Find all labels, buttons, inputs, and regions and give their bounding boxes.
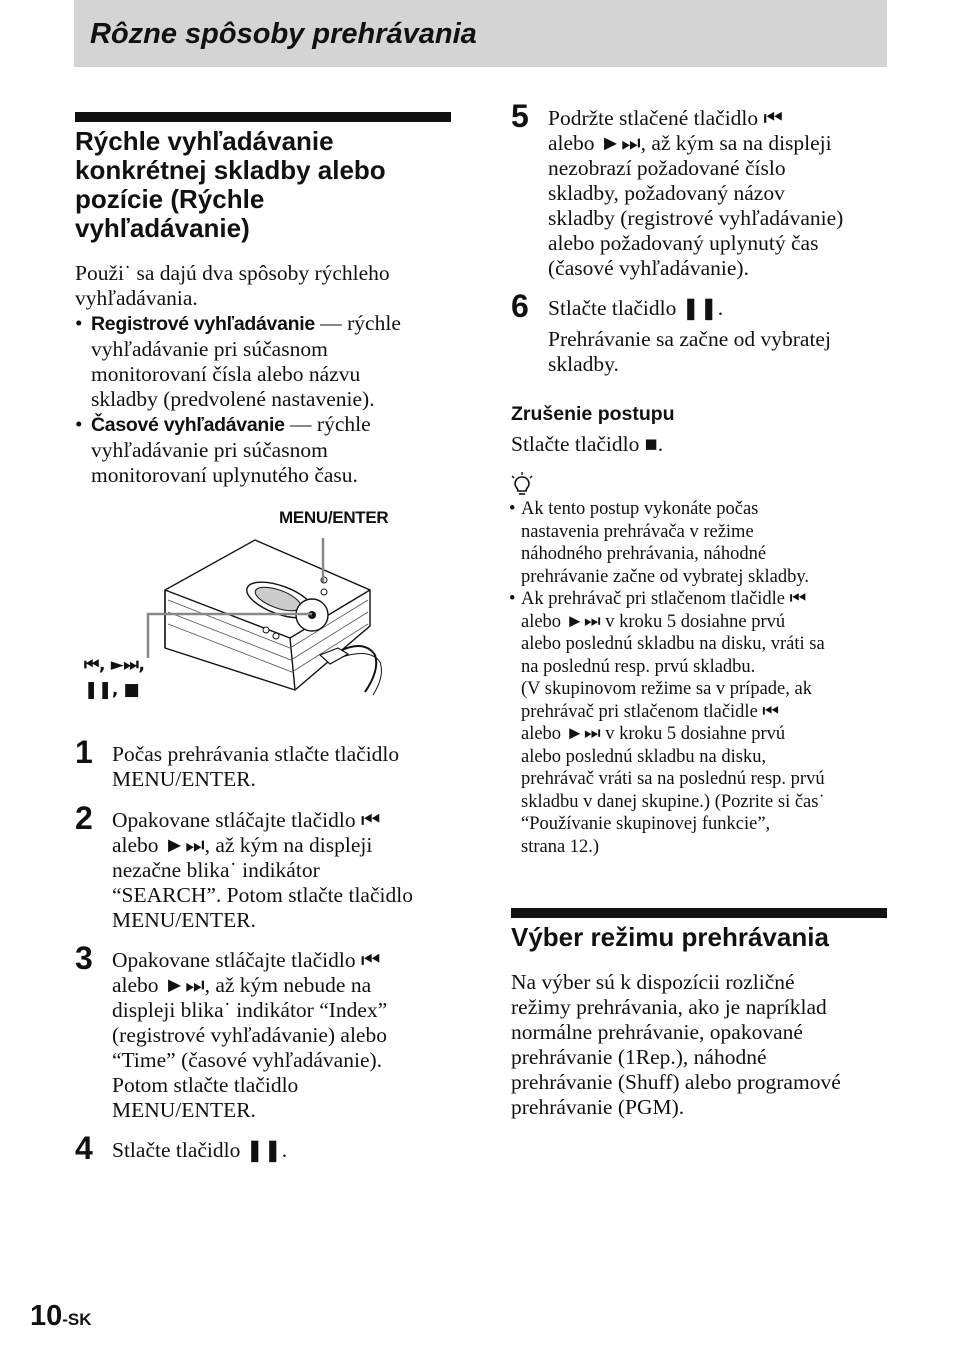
page-number	[30, 1300, 92, 1333]
step-number: 2	[75, 800, 93, 836]
step-number: 3	[75, 940, 93, 976]
body-line: prehrávanie (1Rep.), náhodné	[511, 1045, 767, 1069]
tip-line: alebo ►⏭ v kroku 5 dosiahne prvú	[521, 724, 786, 744]
bullet-text: skladby (predvolené nastavenie).	[91, 387, 375, 411]
step-line: alebo ►⏭, až kým na displeji	[112, 833, 373, 857]
bullet-dot: •	[75, 311, 83, 335]
step-line: alebo ►⏭, až kým sa na displeji	[548, 131, 832, 155]
step-line: “SEARCH”. Potom stlačte tlačidlo	[112, 883, 413, 907]
page-number-suffix: -SK	[62, 1310, 92, 1329]
bullet-time-search	[75, 412, 455, 488]
step-line: (registrové vyhľadávanie) alebo	[112, 1023, 387, 1047]
heading-line: konkrétnej skladby alebo	[75, 155, 386, 185]
bullet-text: vyhľadávanie pri súčasnom	[91, 337, 328, 361]
step-number: 5	[511, 98, 529, 134]
step-line: Opakovane stláčajte tlačidlo ⏮	[112, 808, 381, 832]
page-title: Rôzne spôsoby prehrávania	[90, 18, 477, 50]
tip-item	[509, 588, 889, 858]
body-line: Na výber sú k dispozícii rozličné	[511, 970, 795, 994]
step-line: Stlačte tlačidlo ❚❚.	[548, 296, 724, 320]
step-line: (časové vyhľadávanie).	[548, 256, 749, 280]
section-header-band	[74, 0, 887, 67]
body-line: prehrávanie (PGM).	[511, 1095, 685, 1119]
intro-line: Použi˙ sa dajú dva spôsoby rýchleho	[75, 261, 390, 285]
step-line: displeji blika˙ indikátor “Index”	[112, 998, 388, 1022]
bullet-text: monitorovaní uplynutého času.	[91, 463, 358, 487]
tip-line: “Používanie skupinovej funkcie”,	[521, 814, 771, 834]
tip-line: náhodného prehrávania, náhodné	[521, 544, 767, 564]
bullet-text: — rýchle	[314, 311, 401, 335]
step-line: Prehrávanie sa začne od vybratej	[548, 327, 831, 351]
controls-label-line2: ❚❚, ■	[84, 680, 140, 700]
tip-line: Ak tento postup vykonáte počas	[521, 499, 759, 519]
bullet-registry-search	[75, 311, 455, 412]
tip-line: alebo poslednú skladbu na disku,	[521, 746, 767, 767]
step-line: MENU/ENTER.	[112, 1098, 256, 1122]
bullet-term: Časové vyhľadávanie	[91, 414, 285, 436]
heading-line: pozície (Rýchle	[75, 184, 265, 214]
bullet-text: — rýchle	[284, 412, 371, 436]
cancel-text: Stlačte tlačidlo ■.	[511, 432, 664, 456]
step-line: nezačne blika˙ indikátor	[112, 858, 320, 882]
bullet-dot: •	[509, 499, 516, 519]
tip-line: prehrávanie začne od vybratej skladby.	[521, 566, 809, 587]
step-line: MENU/ENTER.	[112, 908, 256, 932]
heading-rule	[511, 908, 887, 918]
bullet-term: Registrové vyhľadávanie	[91, 313, 315, 335]
step-number: 1	[75, 734, 93, 770]
tip-line: skladbu v danej skupine.) (Pozrite si čas˙	[521, 791, 825, 812]
step-line: skladby.	[548, 352, 619, 376]
tip-line: Ak prehrávač pri stlačenom tlačidle ⏮	[521, 589, 807, 609]
tip-line: prehrávač pri stlačenom tlačidle ⏮	[521, 701, 780, 722]
step-line: Podržte stlačené tlačidlo ⏮	[548, 106, 783, 130]
tip-line: strana 12.)	[521, 836, 600, 857]
play-mode-text	[511, 970, 891, 1120]
step-line: alebo ►⏭, až kým nebude na	[112, 973, 372, 997]
step-line: skladby, požadovaný názov	[548, 181, 785, 205]
heading-rule	[75, 112, 451, 122]
page-number-value: 10	[30, 1300, 63, 1332]
controls-label-line1: ⏮, ►⏭,	[84, 655, 145, 675]
intro-block	[75, 261, 455, 488]
bullet-dot: •	[75, 412, 83, 436]
heading-line: Rýchle vyhľadávanie	[75, 126, 334, 156]
tip-line: nastavenia prehrávača v režime	[521, 521, 754, 542]
intro-line: vyhľadávania.	[75, 286, 198, 310]
bullet-dot: •	[509, 589, 516, 609]
step-line: alebo požadovaný uplynutý čas	[548, 231, 819, 255]
cancel-heading: Zrušenie postupu	[511, 403, 675, 425]
step-line: MENU/ENTER.	[112, 767, 256, 791]
lightbulb-icon	[510, 472, 534, 500]
step-line: nezobrazí požadované číslo	[548, 156, 786, 180]
body-line: normálne prehrávanie, opakované	[511, 1020, 803, 1044]
step-number: 6	[511, 288, 529, 324]
menu-enter-label: MENU/ENTER	[279, 508, 389, 527]
tip-line: (V skupinovom režime sa v prípade, ak	[521, 679, 812, 699]
step-line: Stlačte tlačidlo ❚❚.	[112, 1138, 288, 1162]
bullet-text: monitorovaní čísla alebo názvu	[91, 362, 361, 386]
section-heading-play-mode: Výber režimu prehrávania	[511, 922, 829, 952]
section-heading-quick-search	[75, 127, 455, 243]
tip-line: alebo poslednú skladbu na disku, vráti sa	[521, 634, 825, 654]
tip-line: na poslednú resp. prvú skladbu.	[521, 656, 756, 677]
tip-line: alebo ►⏭ v kroku 5 dosiahne prvú	[521, 611, 786, 632]
step-line: Potom stlačte tlačidlo	[112, 1073, 299, 1097]
body-line: prehrávanie (Shuff) alebo programové	[511, 1070, 841, 1094]
body-line: režimy prehrávania, ako je napríklad	[511, 995, 827, 1019]
step-line: Opakovane stláčajte tlačidlo ⏮	[112, 948, 381, 972]
bullet-text: vyhľadávanie pri súčasnom	[91, 438, 328, 462]
step-line: Počas prehrávania stlačte tlačidlo	[112, 742, 400, 766]
step-line: skladby (registrové vyhľadávanie)	[548, 206, 844, 230]
tips-block	[509, 498, 889, 858]
tip-line: prehrávač vráti sa na poslednú resp. prvú	[521, 769, 825, 789]
step-number: 4	[75, 1130, 93, 1166]
tip-item	[509, 498, 889, 588]
heading-line: vyhľadávanie)	[75, 213, 250, 243]
step-line: “Time” (časové vyhľadávanie).	[112, 1048, 383, 1072]
